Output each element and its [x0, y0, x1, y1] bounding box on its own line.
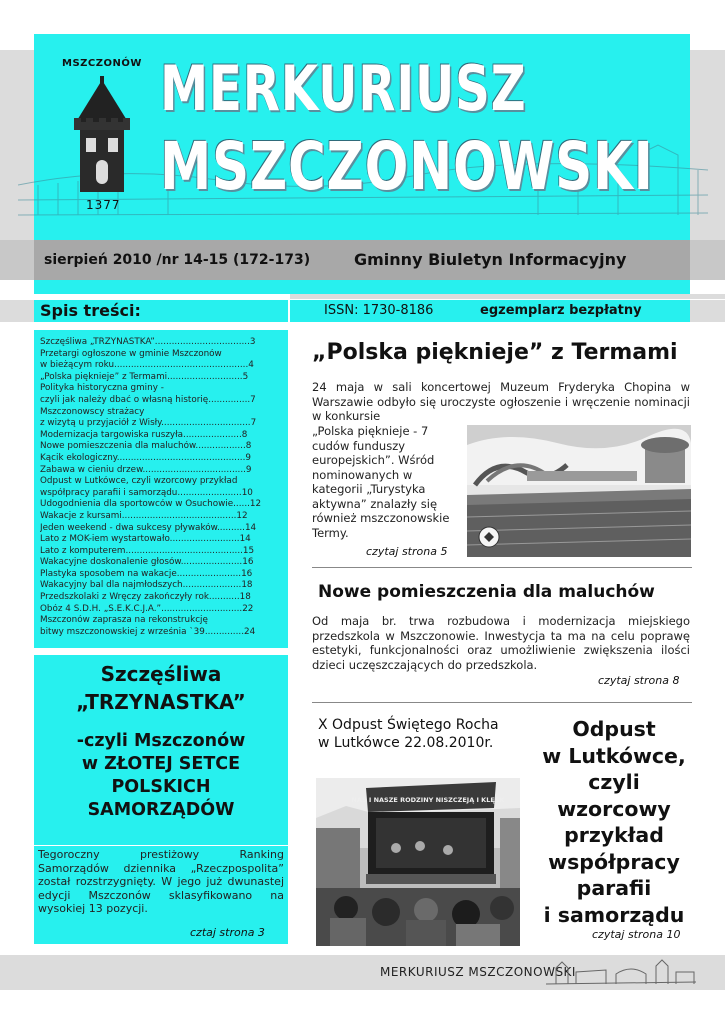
toc-item[interactable]: Lato z komputerem..........................................15 — [40, 545, 255, 556]
article2-read-more[interactable]: czytaj strona 8 — [598, 674, 680, 687]
footer-title: MERKURIUSZ MSZCZONOWSKI — [380, 965, 576, 979]
article3-title-line8: i samorządu — [543, 902, 685, 927]
article3-title-line1: Odpust — [572, 717, 656, 741]
feature-sub-line3: POLSKICH — [111, 777, 211, 797]
article3-title-line5: przykład — [564, 823, 664, 847]
toc-item[interactable]: Plastyka sposobem na wakacje.......................16 — [40, 568, 253, 579]
feature-subheadline — [34, 730, 288, 822]
toc-item[interactable]: w bieżącym roku................................................4 — [40, 360, 254, 371]
issn-number: ISSN: 1730-8186 — [324, 303, 434, 318]
article1-text-intro: 24 maja w sali koncertowej Muzeum Fryderyka Chopina w Warszawie odbyło się uroczyste ogłoszenie i wręczenie nominacji w konkursie — [312, 380, 690, 423]
article1-text-body: „Polska piękniejе - 7 cudów funduszy europejskich”. Wśród nominowanych w kategorii „Turystyka aktywna” znalazły się również mszczonowskie Termy. — [312, 424, 450, 540]
toc-item[interactable]: współpracy parafii i samorządu.......................10 — [40, 487, 253, 498]
masthead-town: MSZCZONÓW — [62, 58, 142, 69]
article3-read-more[interactable]: czytaj strona 10 — [592, 928, 681, 941]
article2-text: Od maja br. trwa rozbudowa i modernizacja miejskiego przedszkola w Mszczonowie. Inwestycja ta ma na celu poprawę estetyki, funkcjonalności oraz umożliwienie zwiększenia ilości dzieci uczęszczających do przedszkola. — [312, 614, 690, 672]
bulletin-subtitle: Gminny Biuletyn Informacyjny — [354, 250, 627, 269]
toc-item[interactable]: Nowe pomieszczenia dla maluchów..................8 — [40, 441, 252, 452]
toc-item[interactable]: Wakacyjny bal dla najmłodszych.....................18 — [40, 580, 253, 591]
article3-title-line6: współpracy — [548, 849, 680, 874]
toc-item[interactable]: Modernizacja targowiska ruszyła.....................8 — [40, 429, 248, 440]
article3-title[interactable] — [532, 716, 696, 928]
toc-item[interactable]: „Polska piękniejе” z Termami...........................5 — [40, 371, 249, 382]
cyan-strip — [34, 280, 690, 294]
feature-headline-line2: „TRZYNASTKA” — [76, 690, 246, 714]
toc-item[interactable]: bitwy mszczonowskiej z września `39..............24 — [40, 626, 256, 637]
toc-item[interactable]: Szczęśliwa „TRZYNASTKA”..................................3 — [40, 337, 256, 347]
toc-item[interactable]: Wakacyjne doskonalenie głosów......................16 — [40, 557, 254, 568]
toc-item[interactable]: Lato z MOK-iem wystartowało.........................14 — [40, 534, 251, 545]
toc-item[interactable]: Kącik ekologiczny..............................................9 — [40, 452, 251, 463]
article3-title-line3: czyli — [588, 770, 640, 794]
toc-item[interactable]: Mszczonowscy strażacy — [40, 406, 145, 417]
toc-item[interactable]: czyli jak należy dbać o własną historię...............7 — [40, 394, 256, 405]
article2-title[interactable]: Nowe pomieszczenia dla maluchów — [318, 582, 655, 602]
free-copy-label: egzemplarz bezpłatny — [480, 303, 642, 318]
castle-tower-icon — [62, 76, 142, 196]
toc-item[interactable]: Przetargi ogłoszone w gminie Mszczonów — [40, 348, 222, 359]
article1-read-more[interactable]: czytaj strona 5 — [366, 545, 448, 558]
toc-header-side — [0, 300, 34, 322]
issn-bar-side — [690, 300, 725, 322]
toc-item[interactable]: Polityka historyczna gminy - — [40, 383, 164, 394]
article-divider — [312, 702, 692, 703]
issue-number: sierpień 2010 /nr 14-15 (172-173) — [44, 252, 311, 268]
footer-town-sketch-icon — [546, 956, 696, 990]
article1-title[interactable]: „Polska piękniejе” z Termami — [312, 340, 678, 365]
festival-stage-photo — [316, 778, 520, 946]
toc-item[interactable]: Obóz 4 S.D.H. „S.E.K.C.J.A.”.............................22 — [40, 603, 254, 614]
masthead-title-line1: MERKURIUSZ — [160, 52, 527, 125]
toc-list — [40, 337, 284, 638]
right-divider — [290, 294, 725, 299]
feature-sub-line1: -czyli Mszczonów — [76, 731, 246, 751]
article3-caption-line2: w Lutkówce 22.08.2010r. — [318, 735, 494, 751]
toc-item[interactable]: z wizytą u przyjaciół z Wisły................................7 — [40, 418, 257, 429]
toc-item[interactable]: Mszczonów zaprasza na rekonstrukcję — [40, 615, 208, 626]
toc-item[interactable]: Przedszkolaki z Wręczy zakończyły rok...........18 — [40, 592, 251, 603]
masthead-year: 1377 — [86, 198, 121, 212]
article3-caption — [318, 716, 499, 752]
toc-item[interactable]: Zabawa w cieniu drzew.....................................9 — [40, 464, 252, 475]
masthead-title-line2: MSZCZONOWSKI — [160, 128, 654, 205]
article3-title-line4: wzorcowy — [557, 796, 671, 821]
toc-title: Spis treści: — [40, 301, 141, 320]
toc-item[interactable]: Wakacje z kursami.........................................12 — [40, 510, 248, 521]
article3-title-line7: parafii — [576, 876, 652, 900]
feature-sub-line4: SAMORZĄDÓW — [87, 800, 235, 820]
toc-item[interactable]: Jeden weekend - dwa sukcesy pływaków..........14 — [40, 522, 257, 533]
feature-sub-line2: w ZŁOTEJ SETCE — [81, 754, 241, 774]
toc-item[interactable]: Udogodnienia dla sportowców w Osuchowie......12 — [40, 499, 262, 510]
feature-headline — [34, 660, 288, 716]
feature-headline-line1: Szczęśliwa — [100, 662, 222, 686]
feature-read-more[interactable]: cztaj strona 3 — [190, 926, 265, 939]
toc-item[interactable]: Odpust w Lutkówce, czyli wzorcowy przykład — [40, 476, 238, 487]
article3-caption-line1: X Odpust Świętego Rocha — [318, 717, 499, 733]
article3-title-line2: w Lutkówce, — [542, 743, 686, 768]
stage-banner-text: NAS I NASZE RODZINY NISZCZEJĄ I KLĘSK — [351, 796, 505, 804]
article-divider — [312, 567, 692, 568]
thermal-pool-photo — [467, 425, 691, 557]
feature-excerpt: Tegoroczny prestiżowy Ranking Samorządów dziennika „Rzeczpospolita” został rozstrzygnięty. W jego już dwunastej edycji Mszczonów sklasyfikowano na wysokiej 13 pozycji. — [38, 848, 284, 915]
